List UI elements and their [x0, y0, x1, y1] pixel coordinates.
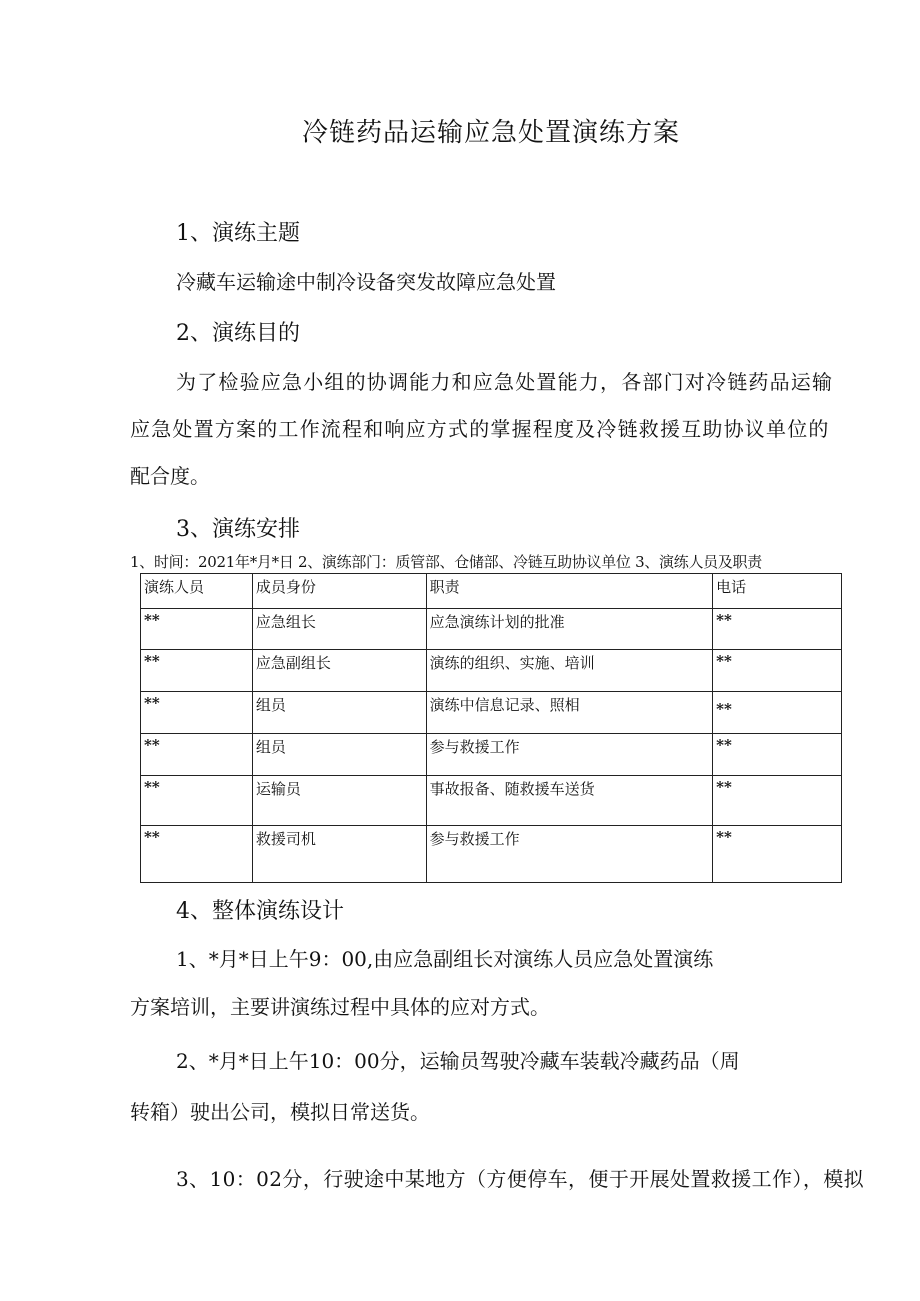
- cell-person: **: [141, 776, 253, 826]
- section-3-info: 1、时间：2021年*月*日 2、演练部门：质管部、仓储部、冷链互助协议单位 3、演练人员及职责: [130, 553, 762, 571]
- section-4-para-2-line-1: 2、*月*日上午10：00分，运输员驾驶冷藏车装载冷藏药品（周: [176, 1049, 740, 1073]
- section-2-line-1: 为了检验应急小组的协调能力和应急处置能力，各部门对冷链药品运输: [176, 370, 834, 394]
- header-role: 成员身份: [252, 574, 426, 609]
- section-2-line-3: 配合度。: [130, 464, 210, 488]
- document-title: 冷链药品运输应急处置演练方案: [301, 118, 680, 148]
- table-row: [141, 609, 842, 650]
- section-4-para-2-line-2: 转箱）驶出公司，模拟日常送货。: [130, 1100, 430, 1124]
- section-4-heading: 4、整体演练设计: [176, 899, 344, 924]
- table-row: [141, 776, 842, 826]
- cell-person: **: [141, 650, 253, 692]
- section-2-heading: 2、演练目的: [176, 321, 300, 346]
- cell-duty: 参与救援工作: [426, 826, 713, 883]
- table-row: [141, 734, 842, 776]
- cell-role: 组员: [252, 734, 426, 776]
- cell-person: **: [141, 692, 253, 734]
- cell-role: 应急组长: [252, 609, 426, 650]
- cell-duty: 事故报备、随救援车送货: [426, 776, 713, 826]
- section-4-para-3-line-1: 3、10：02分，行驶途中某地方（方便停车，便于开展处置救援工作），模拟: [176, 1167, 865, 1191]
- table-row: [141, 650, 842, 692]
- cell-phone: **: [713, 826, 842, 883]
- cell-phone: **: [713, 734, 842, 776]
- table-row: [141, 826, 842, 883]
- table-row: [141, 692, 842, 734]
- roster-table: [140, 573, 842, 883]
- section-4-para-1-line-1: 1、*月*日上午9：00,由应急副组长对演练人员应急处置演练: [176, 947, 714, 971]
- section-2-line-2: 应急处置方案的工作流程和响应方式的掌握程度及冷链救援互助协议单位的: [130, 417, 830, 441]
- cell-duty: 参与救援工作: [426, 734, 713, 776]
- cell-phone: **: [713, 692, 842, 734]
- cell-role: 运输员: [252, 776, 426, 826]
- section-1-heading: 1、演练主题: [176, 221, 300, 246]
- cell-person: **: [141, 826, 253, 883]
- section-1-text: 冷藏车运输途中制冷设备突发故障应急处置: [176, 270, 556, 294]
- cell-phone: **: [713, 650, 842, 692]
- cell-person: **: [141, 734, 253, 776]
- section-4-para-1-line-2: 方案培训，主要讲演练过程中具体的应对方式。: [130, 995, 550, 1019]
- header-phone: 电话: [713, 574, 842, 609]
- cell-phone: **: [713, 776, 842, 826]
- table-header-row: [141, 574, 842, 609]
- header-person: 演练人员: [141, 574, 253, 609]
- cell-duty: 演练的组织、实施、培训: [426, 650, 713, 692]
- cell-duty: 应急演练计划的批准: [426, 609, 713, 650]
- cell-person: **: [141, 609, 253, 650]
- cell-role: 救援司机: [252, 826, 426, 883]
- cell-duty: 演练中信息记录、照相: [426, 692, 713, 734]
- section-3-heading: 3、演练安排: [176, 517, 300, 542]
- header-duty: 职责: [426, 574, 713, 609]
- cell-phone: **: [713, 609, 842, 650]
- cell-role: 应急副组长: [252, 650, 426, 692]
- cell-role: 组员: [252, 692, 426, 734]
